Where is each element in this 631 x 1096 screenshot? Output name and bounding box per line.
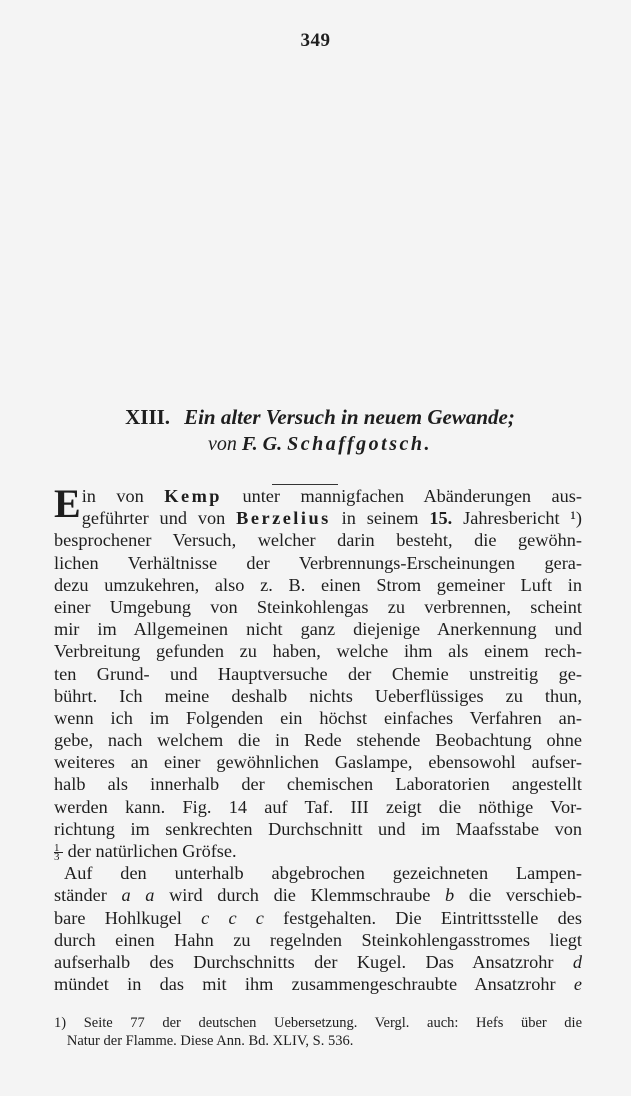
text-line: besprochener Versuch, welcher darin besteht, die gewöhn-: [54, 530, 582, 551]
text-line: ständer a a wird durch die Klemmschraube b die verschieb-: [54, 885, 582, 906]
figure-label: b: [445, 885, 455, 906]
footnote-line: 1) Seite 77 der deutschen Uebersetzung. Vergl. auch: Hefs über die: [54, 1015, 583, 1031]
figure-label: a a: [121, 885, 155, 906]
text-line: Auf den unterhalb abgebrochen gezeichneten Lampen-: [64, 863, 582, 884]
text-line: einer Umgebung von Steinkohlengas zu verbrennen, scheint: [54, 596, 582, 617]
text-line: bare Hohlkugel c c c festgehalten. Die Eintrittsstelle des: [54, 907, 582, 928]
footnote: [54, 1014, 582, 1050]
paragraph: [54, 481, 582, 864]
paragraph: [54, 862, 582, 995]
figure-label: e: [573, 974, 582, 995]
text-line: wenn ich im Folgenden ein höchst einfaches Verfahren an-: [54, 707, 582, 728]
article-title: [40, 404, 600, 458]
text-line: lichen Verhältnisse der Verbrennungs-Erscheinungen gera-: [54, 552, 582, 573]
author-name: Schaffgotsch.: [287, 433, 433, 455]
text-line: Verbreitung gefunden zu haben, welche ihm als einem rech-: [54, 641, 582, 662]
text-line: durch einen Hahn zu regelnden Steinkohlengasstromes liegt: [54, 929, 582, 950]
text-line: werden kann. Fig. 14 auf Taf. III zeigt die nöthige Vor-: [54, 796, 582, 817]
text-line: geführter und von Berzelius in seinem 15. Jahresbericht ¹): [81, 508, 582, 529]
text-line: richtung im senkrechten Durchschnitt und im Maafsstabe von: [54, 818, 582, 839]
text-line: halb als innerhalb der chemischen Laboratorien angestellt: [54, 774, 582, 795]
text-line: mündet in das mit ihm zusammengeschraubte Ansatzrohr e: [54, 974, 582, 995]
footnote-line: Natur der Flamme. Diese Ann. Bd. XLIV, S. 536.: [66, 1033, 354, 1049]
person-name: Kemp: [164, 486, 222, 506]
person-name: Berzelius: [236, 508, 331, 529]
text-line: gebe, nach welchem die in Rede stehende Beobachtung ohne: [54, 730, 582, 751]
text-line: mir im Allgemeinen nicht ganz diejenige Anerkennung und: [54, 619, 582, 640]
text-line: in von Kemp unter mannigfachen Abänderungen aus-: [81, 486, 582, 506]
figure-label: d: [572, 951, 582, 972]
article-title-text: Ein alter Versuch in neuem Gewande;: [184, 405, 515, 429]
text-line: weiteres an einer gewöhnlichen Gaslampe, ebensowohl aufser-: [54, 752, 582, 773]
text-line: ten Grund- und Hauptversuche der Chemie unstreitig ge-: [54, 663, 582, 684]
text-line: dezu umzukehren, also z. B. einen Strom gemeiner Luft in: [54, 574, 582, 595]
drop-cap: E: [54, 481, 81, 526]
author-prefix: von: [207, 433, 237, 455]
article-number: XIII.: [125, 405, 171, 429]
author-initials: F. G.: [241, 433, 283, 455]
fraction: $\frac{1}{3}$: [54, 844, 63, 861]
text-line: aufserhalb des Durchschnitts der Kugel. Das Ansatzrohr d: [54, 951, 582, 972]
text-line: $\frac{1}{3}$ der natürlichen Gröfse.: [54, 841, 237, 864]
figure-label: c c c: [201, 907, 264, 928]
footnote-marker: 1): [54, 1015, 67, 1031]
page-number: 349: [300, 30, 331, 51]
text-line: bührt. Ich meine deshalb nichts Ueberflüssiges zu thun,: [54, 685, 582, 706]
body-text: [54, 481, 582, 995]
title-line: [40, 404, 600, 430]
author-line: [40, 430, 600, 458]
